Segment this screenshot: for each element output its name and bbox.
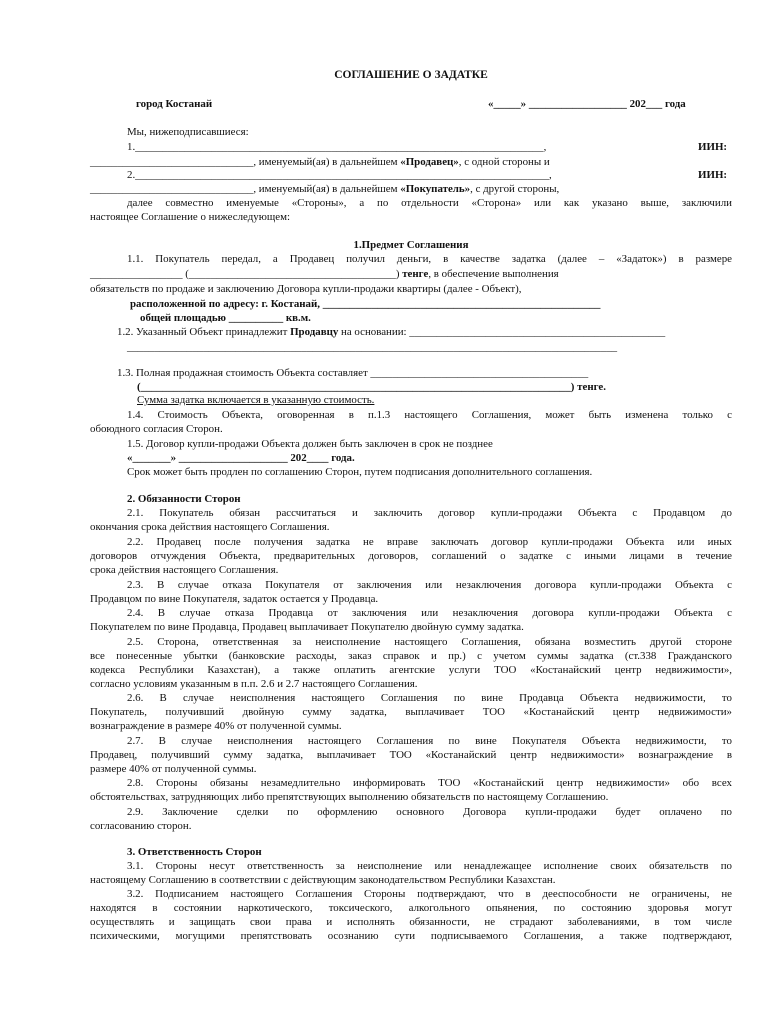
clause-2-1-line-1: 2.1. Покупатель обязан рассчитаться и заключить договор купли-продажи Объекта с Продавцом до — [127, 507, 732, 519]
clause-3-1-line-1: 3.1. Стороны несут ответственность за неисполнение или ненадлежащее исполнение своих обязательств по — [127, 860, 732, 872]
clause-2-4-line-1: 2.4. В случае отказа Продавца от заключения или незаключения договора купли-продажи Объекта с — [127, 607, 732, 619]
clause-1-1-line-2 — [90, 267, 732, 282]
clause-3-2-line-2: находятся в состоянии наркотического, токсического, алкогольного опьянения, по состоянию здоровья могут — [90, 902, 732, 914]
party-1-text: , именуемый(ая) в дальнейшем — [253, 156, 401, 168]
section-2-title: 2. Обязанности Сторон — [127, 493, 241, 505]
clause-1-5-line-1: 1.5. Договор купли-продажи Объекта должен быть заключен в срок не позднее — [127, 438, 493, 450]
clause-3-1-line-2: настоящему Соглашению в соответствии с действующим законодательством Республики Казахстан. — [90, 874, 556, 886]
deposit-amount-blank: _________________ (______________________________________) — [90, 268, 400, 280]
clause-1-2-basis: на основании: _______________________________________________ — [338, 326, 666, 338]
clause-2-7-line-2: Продавец, получивший сумму задатка, выплачивает ТОО «Костанайский центр недвижимости» вознаграждение в — [90, 749, 732, 761]
clause-2-2-line-2: договоров отчуждения Объекта, предварительных договоров, соглашений о задатке с иными лицами в течение — [90, 550, 732, 562]
clause-2-9-line-1: 2.9. Заключение сделки по оформлению основного Договора купли-продажи будет оплачено по — [127, 806, 732, 818]
party-2-tail: , с другой стороны, — [470, 183, 560, 195]
clause-1-5-extension: Срок может быть продлен по соглашению Сторон, путем подписания дополнительного соглашения. — [127, 466, 593, 478]
document-title: СОГЛАШЕНИЕ О ЗАДАТКЕ — [334, 69, 488, 81]
party-2-line: 2.____________________________________________________________________________, — [127, 169, 552, 181]
clause-2-5-line-2: все понесенные убытки (банковские расходы, заказ справок и пр.) с учетом суммы задатка (ст.338 Гражданского — [90, 650, 732, 662]
party-1-blank: ______________________________ — [90, 156, 254, 168]
clause-2-5-line-1: 2.5. Сторона, ответственная за неисполнение настоящего Соглашения, обязана возместить другой стороне — [127, 636, 732, 648]
clause-2-4-line-2: Покупателем по вине Продавца, Продавец выплачивает Покупателю двойную сумму задатка. — [90, 621, 524, 633]
clause-2-6-line-1: 2.6. В случае неисполнения настоящего Соглашения по вине Продавца Объекта недвижимости, то — [127, 692, 732, 704]
clause-2-5-line-4: согласно условиям указанным в п.п. 2.6 и 2.7 настоящего Соглашения. — [90, 678, 418, 690]
clause-1-4-line-2: обоюдного согласия Сторон. — [90, 423, 223, 435]
clause-1-1-line-3: обязательств по продаже и заключению Договора купли-продажи квартиры (далее - Объект), — [90, 283, 522, 295]
clause-2-7-line-1: 2.7. В случае неисполнения настоящего Соглашения по вине Покупателя Объекта недвижимости, то — [127, 735, 732, 747]
clause-2-7-line-3: размере 40% от полученной суммы. — [90, 763, 257, 775]
clause-1-2-blank-line: __________________________________________________________________________________________ — [127, 341, 618, 353]
clause-1-1-line-1: 1.1. Покупатель передал, а Продавец получил деньги, в качестве задатка (далее – «Задаток») в размере — [127, 253, 732, 265]
party-1-line: 1.___________________________________________________________________________, — [127, 141, 547, 153]
clause-2-8-line-2: обстоятельствах, затрудняющих либо препятствующих выполнению обязательств по настоящему Соглашению. — [90, 791, 609, 803]
clause-2-9-line-2: согласованию сторон. — [90, 820, 192, 832]
tenge-label: тенге — [402, 268, 429, 280]
clause-2-3-line-2: Продавцом по вине Покупателя, задаток остается у Продавца. — [90, 593, 379, 605]
clause-1-3-line-1: 1.3. Полная продажная стоимость Объекта составляет ________________________________________ — [117, 367, 589, 379]
object-area: общей площадью __________ кв.м. — [140, 312, 311, 324]
clause-2-6-line-3: вознаграждение в размере 40% от полученной суммы. — [90, 720, 342, 732]
party-2-blank: ______________________________ — [90, 183, 254, 195]
seller-dative: Продавцу — [290, 326, 339, 338]
party-2-desc — [90, 182, 732, 197]
party-1-tail: , с одной стороны и — [458, 156, 550, 168]
clause-1-3-line-2: (_______________________________________________________________________________) тенге. — [137, 381, 606, 393]
together-line-2: настоящее Соглашение о нижеследующем: — [90, 211, 290, 223]
clause-1-4-line-1: 1.4. Стоимость Объекта, оговоренная в п.1.3 настоящего Соглашения, может быть изменена только с — [127, 409, 732, 421]
clause-1-5-deadline: «_______» ____________________ 202____ года. — [127, 452, 355, 464]
clause-3-2-line-4: психическими, могущими препятствовать осознанию сути подписываемого Соглашения, а также подтверждают, — [90, 930, 732, 942]
date-line: «_____» __________________ 202___ года — [488, 98, 686, 110]
clause-1-2-text: 1.2. Указанный Объект принадлежит — [117, 326, 291, 338]
seller-term: «Продавец» — [400, 156, 459, 168]
party-2-text: , именуемый(ая) в дальнейшем — [253, 183, 401, 195]
section-1-title: 1.Предмет Соглашения — [353, 239, 469, 251]
clause-2-6-line-2: Покупатель, получивший двойную сумму задатка, выплачивает ТОО «Костанайский центр недвижимости» — [90, 706, 732, 718]
clause-2-1-line-2: окончания срока действия настоящего Соглашения. — [90, 521, 330, 533]
together-line-1: далее совместно именуемые «Стороны», а по отдельности «Сторона» или как указано выше, заключили — [127, 197, 732, 209]
clause-3-2-line-1: 3.2. Подписанием настоящего Соглашения Стороны подтверждают, что в дееспособности не ограничены, не — [127, 888, 732, 900]
clause-3-2-line-3: осуществлять и защищать свои права и исполнять обязанности, не страдают заболеваниями, в том числе — [90, 916, 732, 928]
clause-2-2-line-3: срока действия настоящего Соглашения. — [90, 564, 279, 576]
iin-label-1: ИИН: — [698, 141, 728, 153]
object-address: расположенной по адресу: г. Костанай, ___________________________________________________ — [130, 298, 601, 310]
section-3-title: 3. Ответственность Сторон — [127, 846, 262, 858]
clause-2-3-line-1: 2.3. В случае отказа Покупателя от заключения или незаключения договора купли-продажи Объекта с — [127, 579, 732, 591]
buyer-term: «Покупатель» — [400, 183, 471, 195]
clause-2-5-line-3: кодекса Республики Казахстан), а также оплатить агентские услуги ТОО «Костанайский центр недвижимости», — [90, 664, 732, 676]
clause-1-2 — [117, 325, 665, 340]
intro-text: Мы, нижеподписавшиеся: — [127, 126, 249, 138]
clause-1-1-purpose: , в обеспечение выполнения — [428, 268, 559, 280]
iin-label-2: ИИН: — [698, 169, 728, 181]
clause-2-8-line-1: 2.8. Стороны обязаны незамедлительно информировать ТОО «Костанайский центр недвижимости» обо всех — [127, 777, 732, 789]
city: город Костанай — [136, 98, 213, 110]
clause-1-3-note: Сумма задатка включается в указанную стоимость. — [137, 394, 375, 406]
clause-2-2-line-1: 2.2. Продавец после получения задатка не вправе заключать договор купли-продажи Объекта или иных — [127, 536, 732, 548]
